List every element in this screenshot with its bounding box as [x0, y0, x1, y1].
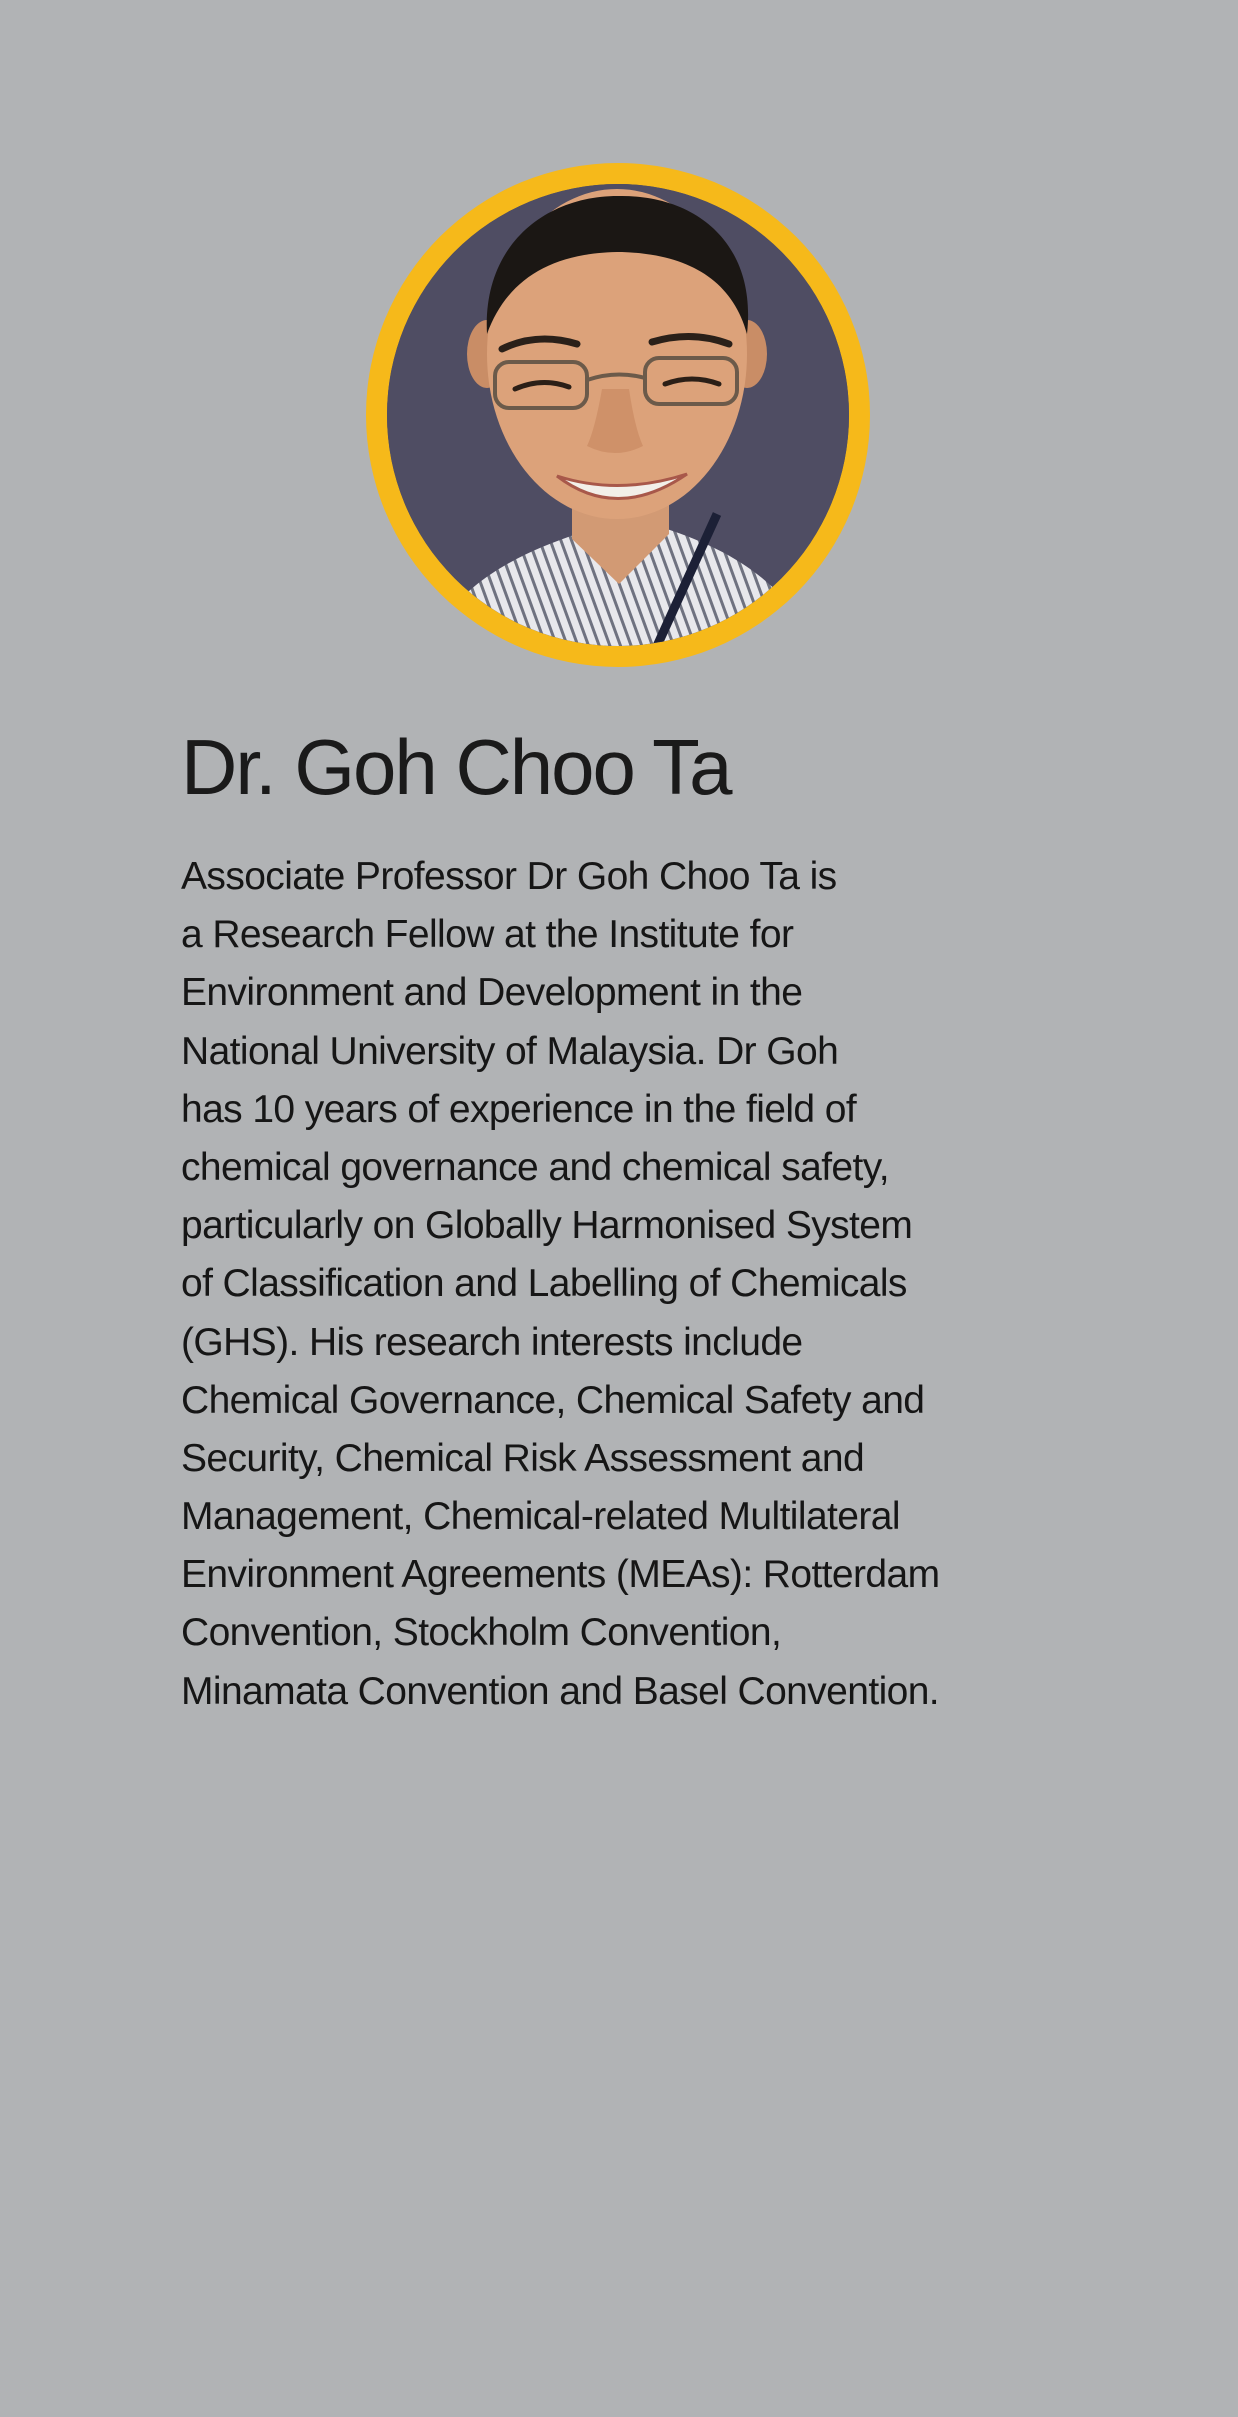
bio-line: Chemical Governance, Chemical Safety and [181, 1378, 925, 1422]
portrait-frame [366, 163, 870, 667]
bio-line: a Research Fellow at the Institute for [181, 913, 794, 957]
bio-line: chemical governance and chemical safety, [181, 1145, 889, 1189]
bio-line: Environment and Development in the [181, 971, 803, 1015]
bio-line: National University of Malaysia. Dr Goh [181, 1029, 839, 1073]
bio-line: Associate Professor Dr Goh Choo Ta is [181, 855, 837, 898]
portrait-photo [387, 184, 849, 646]
bio-line: Security, Chemical Risk Assessment and [181, 1436, 865, 1480]
person-portrait-icon [387, 184, 849, 646]
bio-line: Convention, Stockholm Convention, [181, 1611, 782, 1655]
bio-line: of Classification and Labelling of Chemicals [181, 1262, 907, 1306]
bio-line: Minamata Convention and Basel Convention. [181, 1669, 940, 1713]
person-name: Dr. Goh Choo Ta [181, 723, 731, 811]
biography-text [181, 848, 1081, 1721]
bio-line: (GHS). His research interests include [181, 1320, 803, 1364]
bio-line: Environment Agreements (MEAs): Rotterdam [181, 1553, 940, 1597]
bio-line: has 10 years of experience in the field of [181, 1087, 857, 1131]
bio-line: Management, Chemical-related Multilateral [181, 1495, 900, 1539]
bio-line: particularly on Globally Harmonised System [181, 1204, 913, 1248]
